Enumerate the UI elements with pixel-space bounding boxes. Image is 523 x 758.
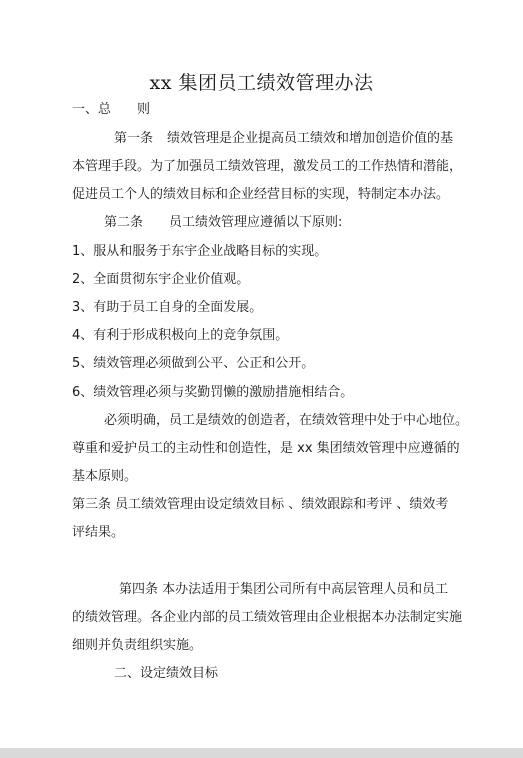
article-4-line-3: 细则并负责组织实施。 (72, 638, 203, 653)
article-1-line-3: 促进员工个人的绩效目标和企业经营目标的实现，特制定本办法。 (72, 187, 450, 202)
principle-item: 1、服从和服务于东宇企业战略目标的实现。 (72, 244, 328, 259)
article-4-line-2: 的绩效管理。各企业内部的员工绩效管理由企业根据本办法制定实施 (72, 610, 463, 625)
article-3-line-2: 评结果。 (72, 525, 125, 540)
document-title: xx 集团员工绩效管理办法 (149, 72, 374, 94)
principle-item: 2、全面贯彻东宇企业价值观。 (72, 272, 250, 287)
article-4-line-1: 第四条 本办法适用于集团公司所有中高层管理人员和员工 (119, 582, 449, 597)
article-1-line-2: 本管理手段。为了加强员工绩效管理，激发员工的工作热情和潜能， (72, 159, 463, 174)
section-heading-general (72, 102, 150, 118)
principle-item: 6、绩效管理必须与奖勤罚懒的激励措施相结合。 (72, 385, 354, 400)
article-2-first-line (104, 215, 342, 231)
article-1-first-line (114, 131, 453, 147)
article-2-label: 第二条 (104, 215, 144, 230)
principle-item: 5、绩效管理必须做到公平、公正和公开。 (72, 356, 315, 371)
principle-item: 3、有助于员工自身的全面发展。 (72, 300, 263, 315)
section-heading-goals: 二、设定绩效目标 (114, 666, 219, 681)
article-1-label: 第一条 (114, 131, 154, 146)
article-2-text: 员工绩效管理应遵循以下原则: (169, 215, 343, 230)
article-1-text: 绩效管理是企业提高员工绩效和增加创造价值的基 (167, 131, 454, 146)
principle-item: 4、有利于形成积极向上的竞争氛围。 (72, 328, 289, 343)
note-line-3: 基本原则。 (72, 469, 138, 484)
note-line-2: 尊重和爱护员工的主动性和创造性，是 xx 集团绩效管理中应遵循的 (72, 441, 460, 456)
section-number: 一、总 (72, 102, 112, 117)
page-bottom-border (0, 748, 523, 758)
section-name: 则 (137, 102, 151, 117)
article-3-line-1: 第三条 员工绩效管理由设定绩效目标 、绩效跟踪和考评 、绩效考 (72, 497, 449, 512)
note-line-1: 必须明确，员工是绩效的创造者，在绩效管理中处于中心地位。 (104, 413, 469, 428)
